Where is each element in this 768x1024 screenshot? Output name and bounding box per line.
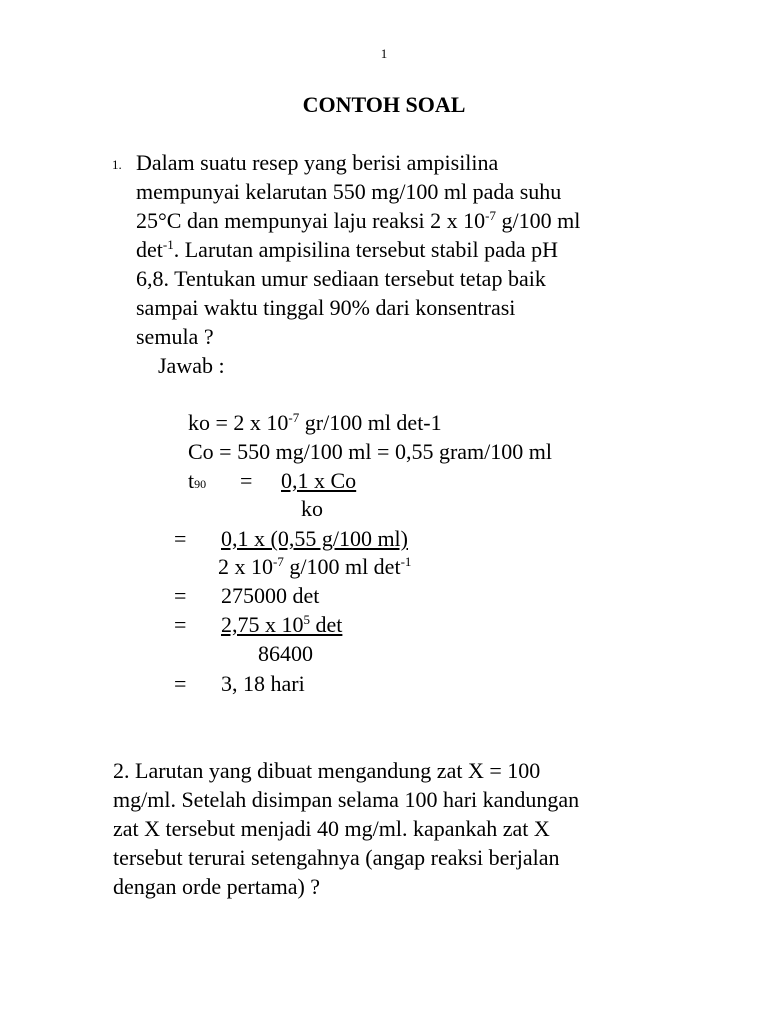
eq-sign-5: =: [174, 671, 187, 696]
det-text: det: [136, 237, 163, 262]
t-text: t: [188, 468, 195, 493]
question-1-line-1: Dalam suatu resep yang berisi ampisilina: [136, 150, 499, 175]
t90-label: [188, 466, 206, 499]
question-1-line-5: 6,8. Tentukan umur sediaan tersebut tetap baik: [136, 266, 546, 291]
question-1-line-4: [136, 235, 558, 267]
det-exponent: -1: [162, 237, 174, 252]
question-1-line-3: [136, 206, 580, 238]
page-title: CONTOH SOAL: [302, 92, 466, 117]
co-line: Co = 550 mg/100 ml = 0,55 gram/100 ml: [188, 439, 552, 464]
fraction-4-numerator: [221, 610, 342, 642]
question-1-line-6: sampai waktu tinggal 90% dari konsentrasi: [136, 295, 516, 320]
den-unit: g/100 ml det: [283, 554, 401, 579]
question-2-line-4: tersebut terurai setengahnya (angap reaksi berjalan: [113, 845, 560, 870]
ko-unit: gr/100 ml det-1: [299, 410, 442, 435]
num4-unit: det: [310, 612, 343, 637]
fraction-2-denominator: [218, 552, 411, 584]
fraction-1-denominator: ko: [301, 496, 323, 521]
den-exponent: -7: [273, 554, 284, 569]
question-1-line-7: semula ?: [136, 324, 214, 349]
eq-sign-3: =: [174, 583, 187, 608]
answer-label: Jawab :: [158, 353, 225, 378]
question-2-line-3: zat X tersebut menjadi 40 mg/ml. kapankah zat X: [113, 816, 550, 841]
result-value: 3, 18 hari: [221, 671, 305, 696]
fraction-1-numerator: 0,1 x Co: [281, 468, 357, 493]
rate-exponent: -7: [485, 208, 496, 223]
step-3-value: 275000 det: [221, 583, 320, 608]
den-exponent-2: -1: [400, 554, 412, 569]
den-text: 2 x 10: [218, 554, 273, 579]
ko-exponent: -7: [288, 410, 300, 425]
num4-exponent: 5: [303, 612, 310, 627]
eq-sign-1: =: [240, 468, 253, 493]
rate-unit: g/100 ml: [501, 208, 581, 233]
question-1-number: 1.: [112, 157, 122, 172]
ph-text: . Larutan ampisilina tersebut stabil pada pH: [173, 237, 559, 262]
fraction-4-denominator: 86400: [258, 641, 313, 666]
question-2-line-2: mg/ml. Setelah disimpan selama 100 hari kandungan: [113, 787, 580, 812]
t-subscript: 90: [194, 477, 207, 491]
rate-text: 25°C dan mempunyai laju reaksi 2 x 10: [136, 208, 486, 233]
question-1-line-2: mempunyai kelarutan 550 mg/100 ml pada suhu: [136, 179, 562, 204]
eq-sign-2: =: [174, 526, 187, 551]
ko-line: [188, 408, 442, 440]
page-number: 1: [380, 46, 388, 61]
question-2-line-1: 2. Larutan yang dibuat mengandung zat X = 100: [113, 758, 541, 783]
eq-sign-4: =: [174, 612, 187, 637]
num4-text: 2,75 x 10: [221, 612, 304, 637]
ko-text: ko = 2 x 10: [188, 410, 289, 435]
question-2-line-5: dengan orde pertama) ?: [113, 874, 321, 899]
fraction-2-numerator: 0,1 x (0,55 g/100 ml): [221, 526, 408, 551]
